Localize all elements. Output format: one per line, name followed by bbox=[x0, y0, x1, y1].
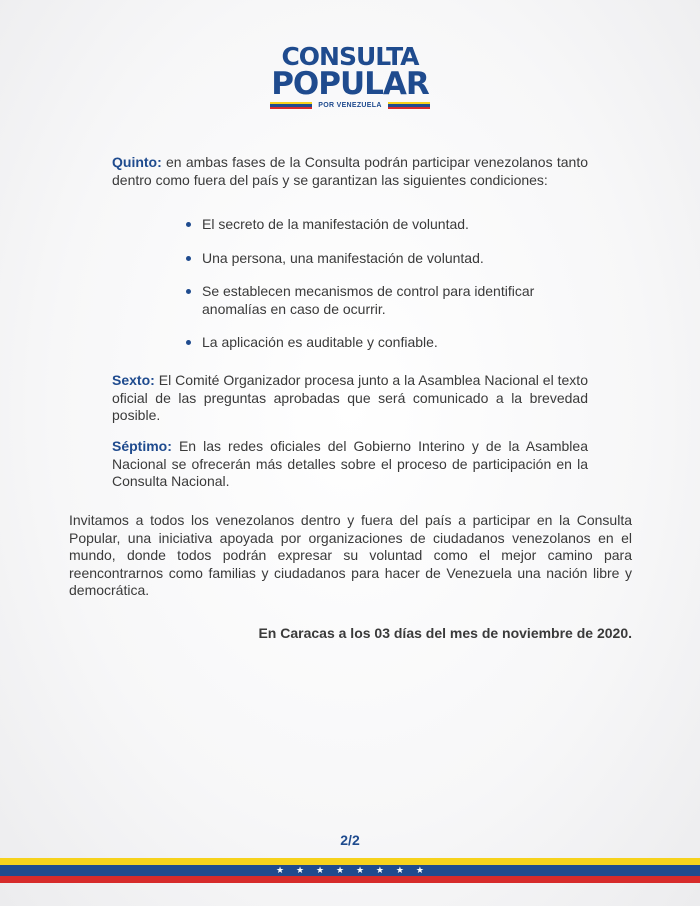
paragraph-invitation: Invitamos a todos los venezolanos dentro y fuera del país a participar en la Consulta Popular, una iniciativa apoyada por organizaciones de ciudadanos venezolanos en el mundo, donde todos podrán expresar su voluntad como el mejor camino para reencontrarnos como familias y ciudadanos para hacer de Venezuela una nación libre y democrática. bbox=[69, 512, 632, 598]
conditions-list bbox=[186, 216, 546, 352]
text-sexto: El Comité Organizador procesa junto a la Asamblea Nacional el texto oficial de las preguntas aprobadas que será comunicado a la brevedad posible. bbox=[112, 372, 588, 423]
text-septimo: En las redes oficiales del Gobierno Interino y de la Asamblea Nacional se ofrecerán más detalles sobre el proceso de participación en la Consulta Nacional. bbox=[112, 438, 588, 489]
list-item-text: El secreto de la manifestación de voluntad. bbox=[202, 216, 469, 232]
consulta-popular-logo bbox=[270, 44, 430, 109]
star-icon: ★ bbox=[295, 865, 305, 875]
star-icon: ★ bbox=[415, 865, 424, 875]
star-icon: ★ bbox=[375, 865, 384, 875]
venezuela-flag-bar bbox=[0, 858, 700, 883]
list-item bbox=[186, 216, 546, 234]
bullet-icon bbox=[186, 222, 191, 227]
star-icon: ★ bbox=[355, 865, 365, 875]
text-quinto: en ambas fases de la Consulta podrán participar venezolanos tanto dentro como fuera del país y se garantizan las siguientes condiciones: bbox=[112, 154, 588, 188]
list-item-text: Se establecen mecanismos de control para identificar anomalías en caso de ocurrir. bbox=[202, 283, 535, 317]
star-icon: ★ bbox=[335, 865, 345, 875]
bullet-icon bbox=[186, 256, 191, 261]
star-icon: ★ bbox=[395, 865, 404, 875]
logo-title-line2: POPULAR bbox=[271, 66, 429, 102]
logo-subtitle: POR VENEZUELA bbox=[318, 102, 382, 109]
paragraph-septimo bbox=[112, 438, 588, 491]
star-icon: ★ bbox=[276, 865, 285, 875]
page-number: 2/2 bbox=[340, 832, 360, 848]
logo-subtitle-row bbox=[270, 102, 430, 109]
heading-septimo: Séptimo: bbox=[112, 438, 172, 454]
closing-signature-line: En Caracas a los 03 días del mes de noviembre de 2020. bbox=[258, 625, 632, 641]
list-item bbox=[186, 283, 546, 318]
heading-quinto: Quinto: bbox=[112, 154, 162, 170]
bullet-icon bbox=[186, 289, 191, 294]
list-item-text: La aplicación es auditable y confiable. bbox=[202, 334, 438, 350]
list-item-text: Una persona, una manifestación de voluntad. bbox=[202, 249, 484, 266]
list-item bbox=[186, 250, 546, 268]
flag-stripe-red bbox=[0, 876, 700, 883]
mini-flag-left-icon bbox=[270, 102, 312, 109]
bullet-icon bbox=[186, 340, 191, 345]
logo-title-line1: CONSULTA bbox=[281, 42, 419, 71]
list-item bbox=[186, 334, 546, 352]
star-icon: ★ bbox=[315, 865, 325, 875]
heading-sexto: Sexto: bbox=[112, 372, 155, 388]
paragraph-sexto bbox=[112, 372, 588, 425]
flag-stars bbox=[276, 864, 424, 877]
mini-flag-right-icon bbox=[388, 102, 430, 109]
paragraph-quinto bbox=[112, 154, 588, 189]
flag-stripe-blue bbox=[0, 865, 700, 876]
